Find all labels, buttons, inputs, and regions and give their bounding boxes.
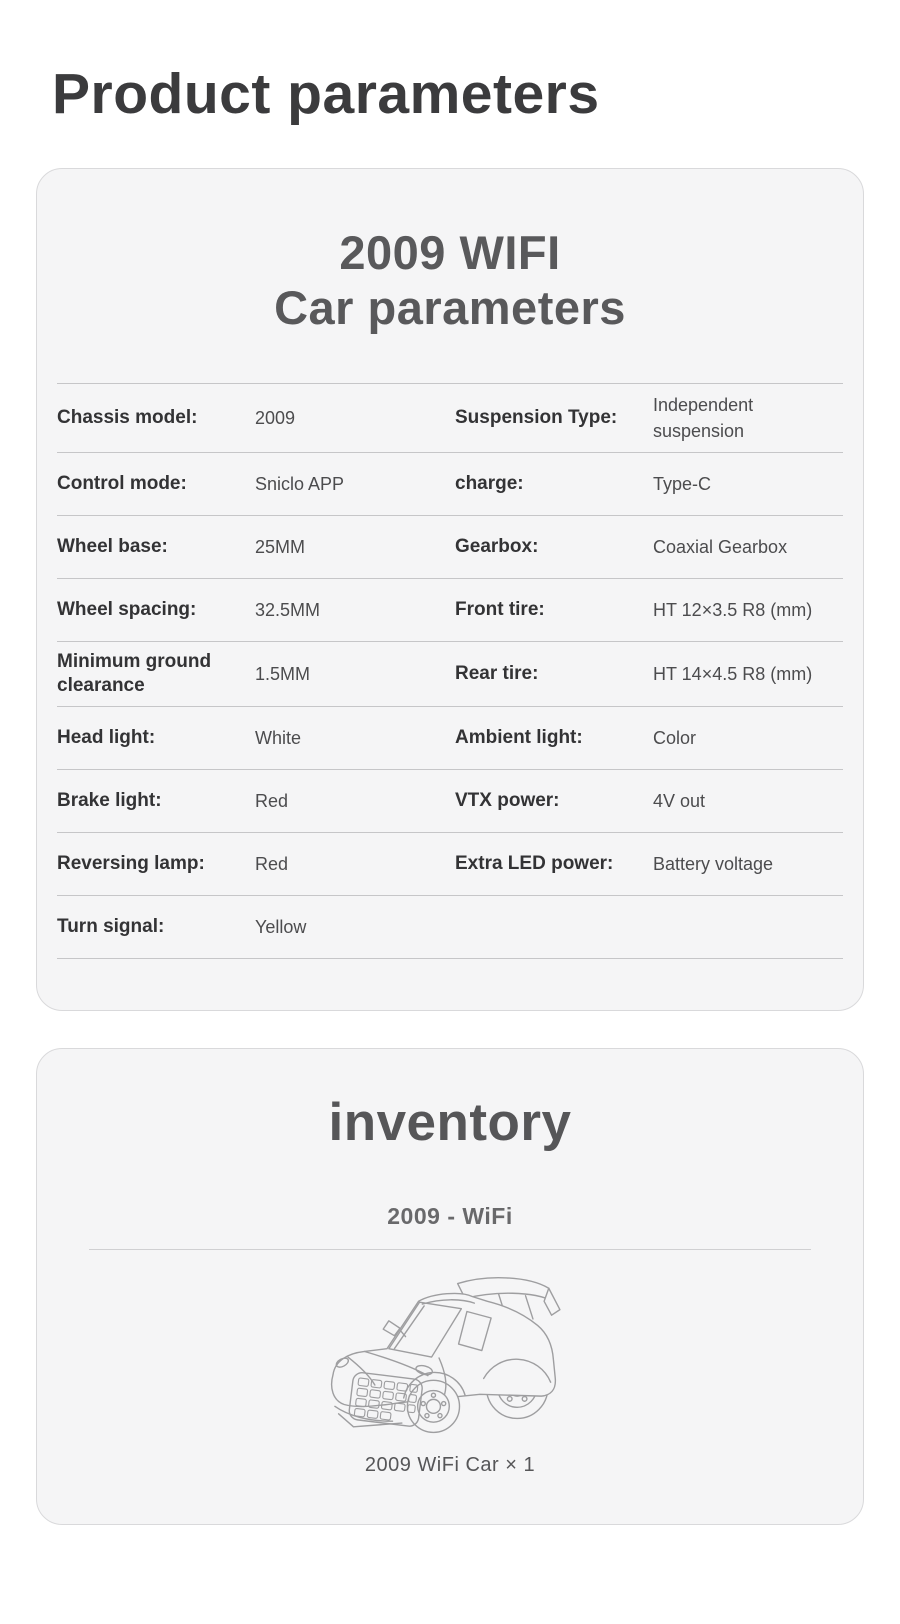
param-label: Turn signal: — [57, 915, 165, 937]
param-label: Reversing lamp: — [57, 852, 205, 874]
param-value: 1.5MM — [255, 663, 311, 684]
param-value: 4V out — [653, 790, 706, 811]
param-label: Wheel base: — [57, 535, 168, 557]
table-row — [57, 453, 843, 516]
param-label: charge: — [455, 472, 524, 494]
param-value: HT 14×4.5 R8 (mm) — [653, 663, 813, 684]
param-value — [653, 919, 843, 935]
param-value: Type-C — [653, 473, 712, 494]
param-value: 25MM — [255, 536, 306, 557]
param-label: Front tire: — [455, 598, 545, 620]
inventory-item-caption: 2009 WiFi Car × 1 — [364, 1453, 536, 1476]
param-value: Color — [653, 727, 697, 748]
table-row — [57, 384, 843, 453]
param-value: Independent suspension — [653, 394, 754, 441]
param-label: Gearbox: — [455, 535, 539, 557]
table-row — [57, 770, 843, 833]
param-value: HT 12×3.5 R8 (mm) — [653, 599, 813, 620]
param-label: Control mode: — [57, 472, 187, 494]
table-row — [57, 579, 843, 642]
parameters-card-title — [57, 225, 843, 335]
table-row — [57, 707, 843, 770]
param-value: Yellow — [255, 916, 307, 937]
param-value: White — [255, 727, 302, 748]
page-title: Product parameters — [52, 62, 600, 126]
divider — [89, 1249, 811, 1250]
inventory-card — [36, 1048, 864, 1525]
param-label: Minimum ground clearance — [57, 650, 212, 696]
param-value: Battery voltage — [653, 853, 774, 874]
parameters-card — [36, 168, 864, 1011]
table-row — [57, 642, 843, 707]
inventory-title: inventory — [328, 1092, 572, 1152]
param-label: Brake light: — [57, 789, 162, 811]
param-value: 2009 — [255, 407, 296, 428]
parameters-card-title-line1: 2009 WIFI — [339, 225, 561, 279]
param-value: Sniclo APP — [255, 473, 345, 494]
param-label: Chassis model: — [57, 406, 198, 428]
table-row — [57, 896, 843, 959]
param-label: Extra LED power: — [455, 852, 614, 874]
param-label — [455, 919, 653, 935]
table-row — [57, 516, 843, 579]
parameters-card-title-line2: Car parameters — [274, 280, 626, 334]
inventory-variant-label: 2009 - WiFi — [387, 1202, 513, 1229]
param-value: Red — [255, 790, 289, 811]
param-label: Head light: — [57, 726, 156, 748]
param-value: Red — [255, 853, 289, 874]
param-value: Coaxial Gearbox — [653, 536, 788, 557]
param-label: Ambient light: — [455, 726, 583, 748]
parameters-table — [57, 383, 843, 959]
param-value: 32.5MM — [255, 599, 321, 620]
param-label: Rear tire: — [455, 662, 539, 684]
param-label: VTX power: — [455, 789, 560, 811]
car-illustration — [37, 1264, 863, 1452]
car-line-art-icon — [320, 1265, 580, 1451]
page-root — [0, 62, 900, 1525]
table-row — [57, 833, 843, 896]
param-label: Suspension Type: — [455, 406, 618, 428]
param-label: Wheel spacing: — [57, 598, 197, 620]
